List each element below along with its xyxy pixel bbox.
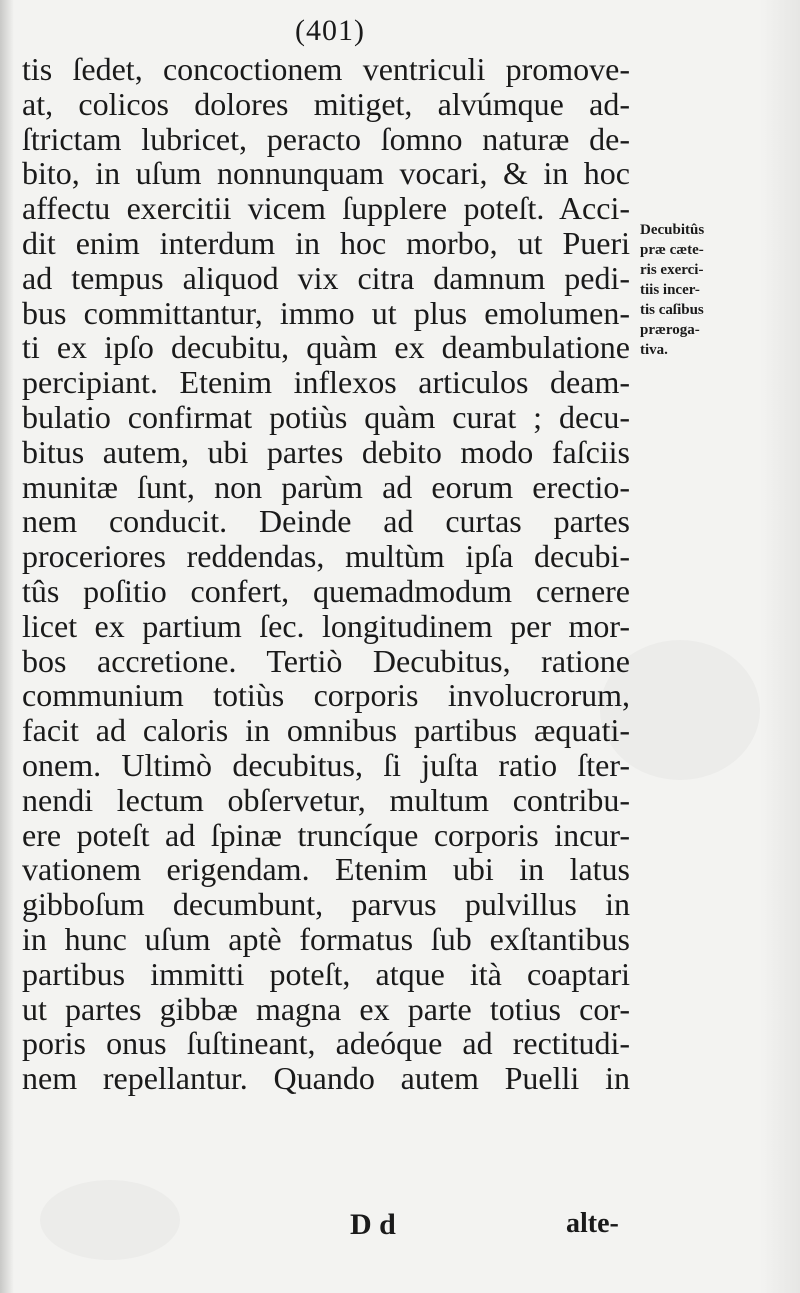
text-line: licet ex partium ſec. longitudinem per mor- xyxy=(22,607,630,644)
marginal-note-line: ris exerci- xyxy=(640,262,704,278)
text-line: tis ſedet, concoctionem ventriculi promove- xyxy=(22,51,630,87)
text-line: vationem erigendam. Etenim ubi in latus xyxy=(22,851,630,888)
gutter-shadow xyxy=(0,0,14,1293)
text-line: affectu exercitii vicem ſupplere poteſt. Acci- xyxy=(22,190,630,227)
text-line: ti ex ipſo decubitu, quàm ex deambulatione xyxy=(22,329,630,366)
marginal-note xyxy=(640,220,760,360)
marginal-note-line: tiva. xyxy=(640,342,668,358)
text-line: percipiant. Etenim inflexos articulos deam- xyxy=(22,364,630,401)
catchword: alte- xyxy=(566,1208,619,1239)
text-line: tûs poſitio confert, quemadmodum cernere xyxy=(22,572,630,609)
text-line: partibus immitti poteſt, atque ità coaptari xyxy=(22,955,630,992)
paper-stain xyxy=(40,1180,180,1260)
text-line: dit enim interdum in hoc morbo, ut Pueri xyxy=(22,224,630,261)
text-line: ere poteſt ad ſpinæ truncíque corporis incur- xyxy=(22,816,630,853)
text-line: bulatio confirmat potiùs quàm curat ; decu- xyxy=(22,398,630,435)
text-line: bitus autem, ubi partes debito modo faſciis xyxy=(22,433,630,470)
text-line: poris onus ſuſtineant, adeóque ad rectitudi- xyxy=(22,1025,630,1062)
text-line: bito, in uſum nonnunquam vocari, & in hoc xyxy=(22,155,630,192)
text-line: ſtrictam lubricet, peracto ſomno naturæ de- xyxy=(22,120,630,157)
text-line: onem. Ultimò decubitus, ſi juſta ratio ſter- xyxy=(22,746,630,783)
marginal-note-line: prærogа- xyxy=(640,322,700,338)
text-line: bus committantur, immo ut plus emolumen- xyxy=(22,294,630,331)
marginal-note-line: tis caſibus xyxy=(640,302,704,318)
signature-mark: D d xyxy=(350,1208,396,1241)
text-line: nem conducit. Deinde ad curtas partes xyxy=(22,503,630,540)
text-line: nendi lectum obſervetur, multum contribu- xyxy=(22,781,630,818)
marginal-note-line: præ cæte- xyxy=(640,242,704,258)
text-line: at, colicos dolores mitiget, alvúmque ad- xyxy=(22,85,630,122)
text-line: facit ad caloris in omnibus partibus æquati- xyxy=(22,712,630,749)
body-text xyxy=(22,52,630,1096)
text-line: munitæ ſunt, non parùm ad eorum erectio- xyxy=(22,468,630,505)
text-line: ut partes gibbæ magna ex parte totius cor- xyxy=(22,990,630,1027)
text-line: in hunc uſum aptè formatus ſub exſtantibus xyxy=(22,920,630,957)
marginal-note-line: tiis incer- xyxy=(640,282,700,298)
text-line: communium totiùs corporis involucrorum, xyxy=(22,677,630,714)
text-line: proceriores reddendas, multùm ipſa decubi- xyxy=(22,538,630,575)
marginal-note-line: Decubitûs xyxy=(640,222,705,238)
text-line: nem repellantur. Quando autem Puelli in xyxy=(22,1060,630,1097)
text-line: bos accretione. Tertiò Decubitus, ratione xyxy=(22,642,630,679)
page-edge xyxy=(760,0,800,1293)
text-line: gibboſum decumbunt, parvus pulvillus in xyxy=(22,886,630,923)
text-line: ad tempus aliquod vix citra damnum pedi- xyxy=(22,259,630,296)
page-number: (401) xyxy=(295,14,365,47)
